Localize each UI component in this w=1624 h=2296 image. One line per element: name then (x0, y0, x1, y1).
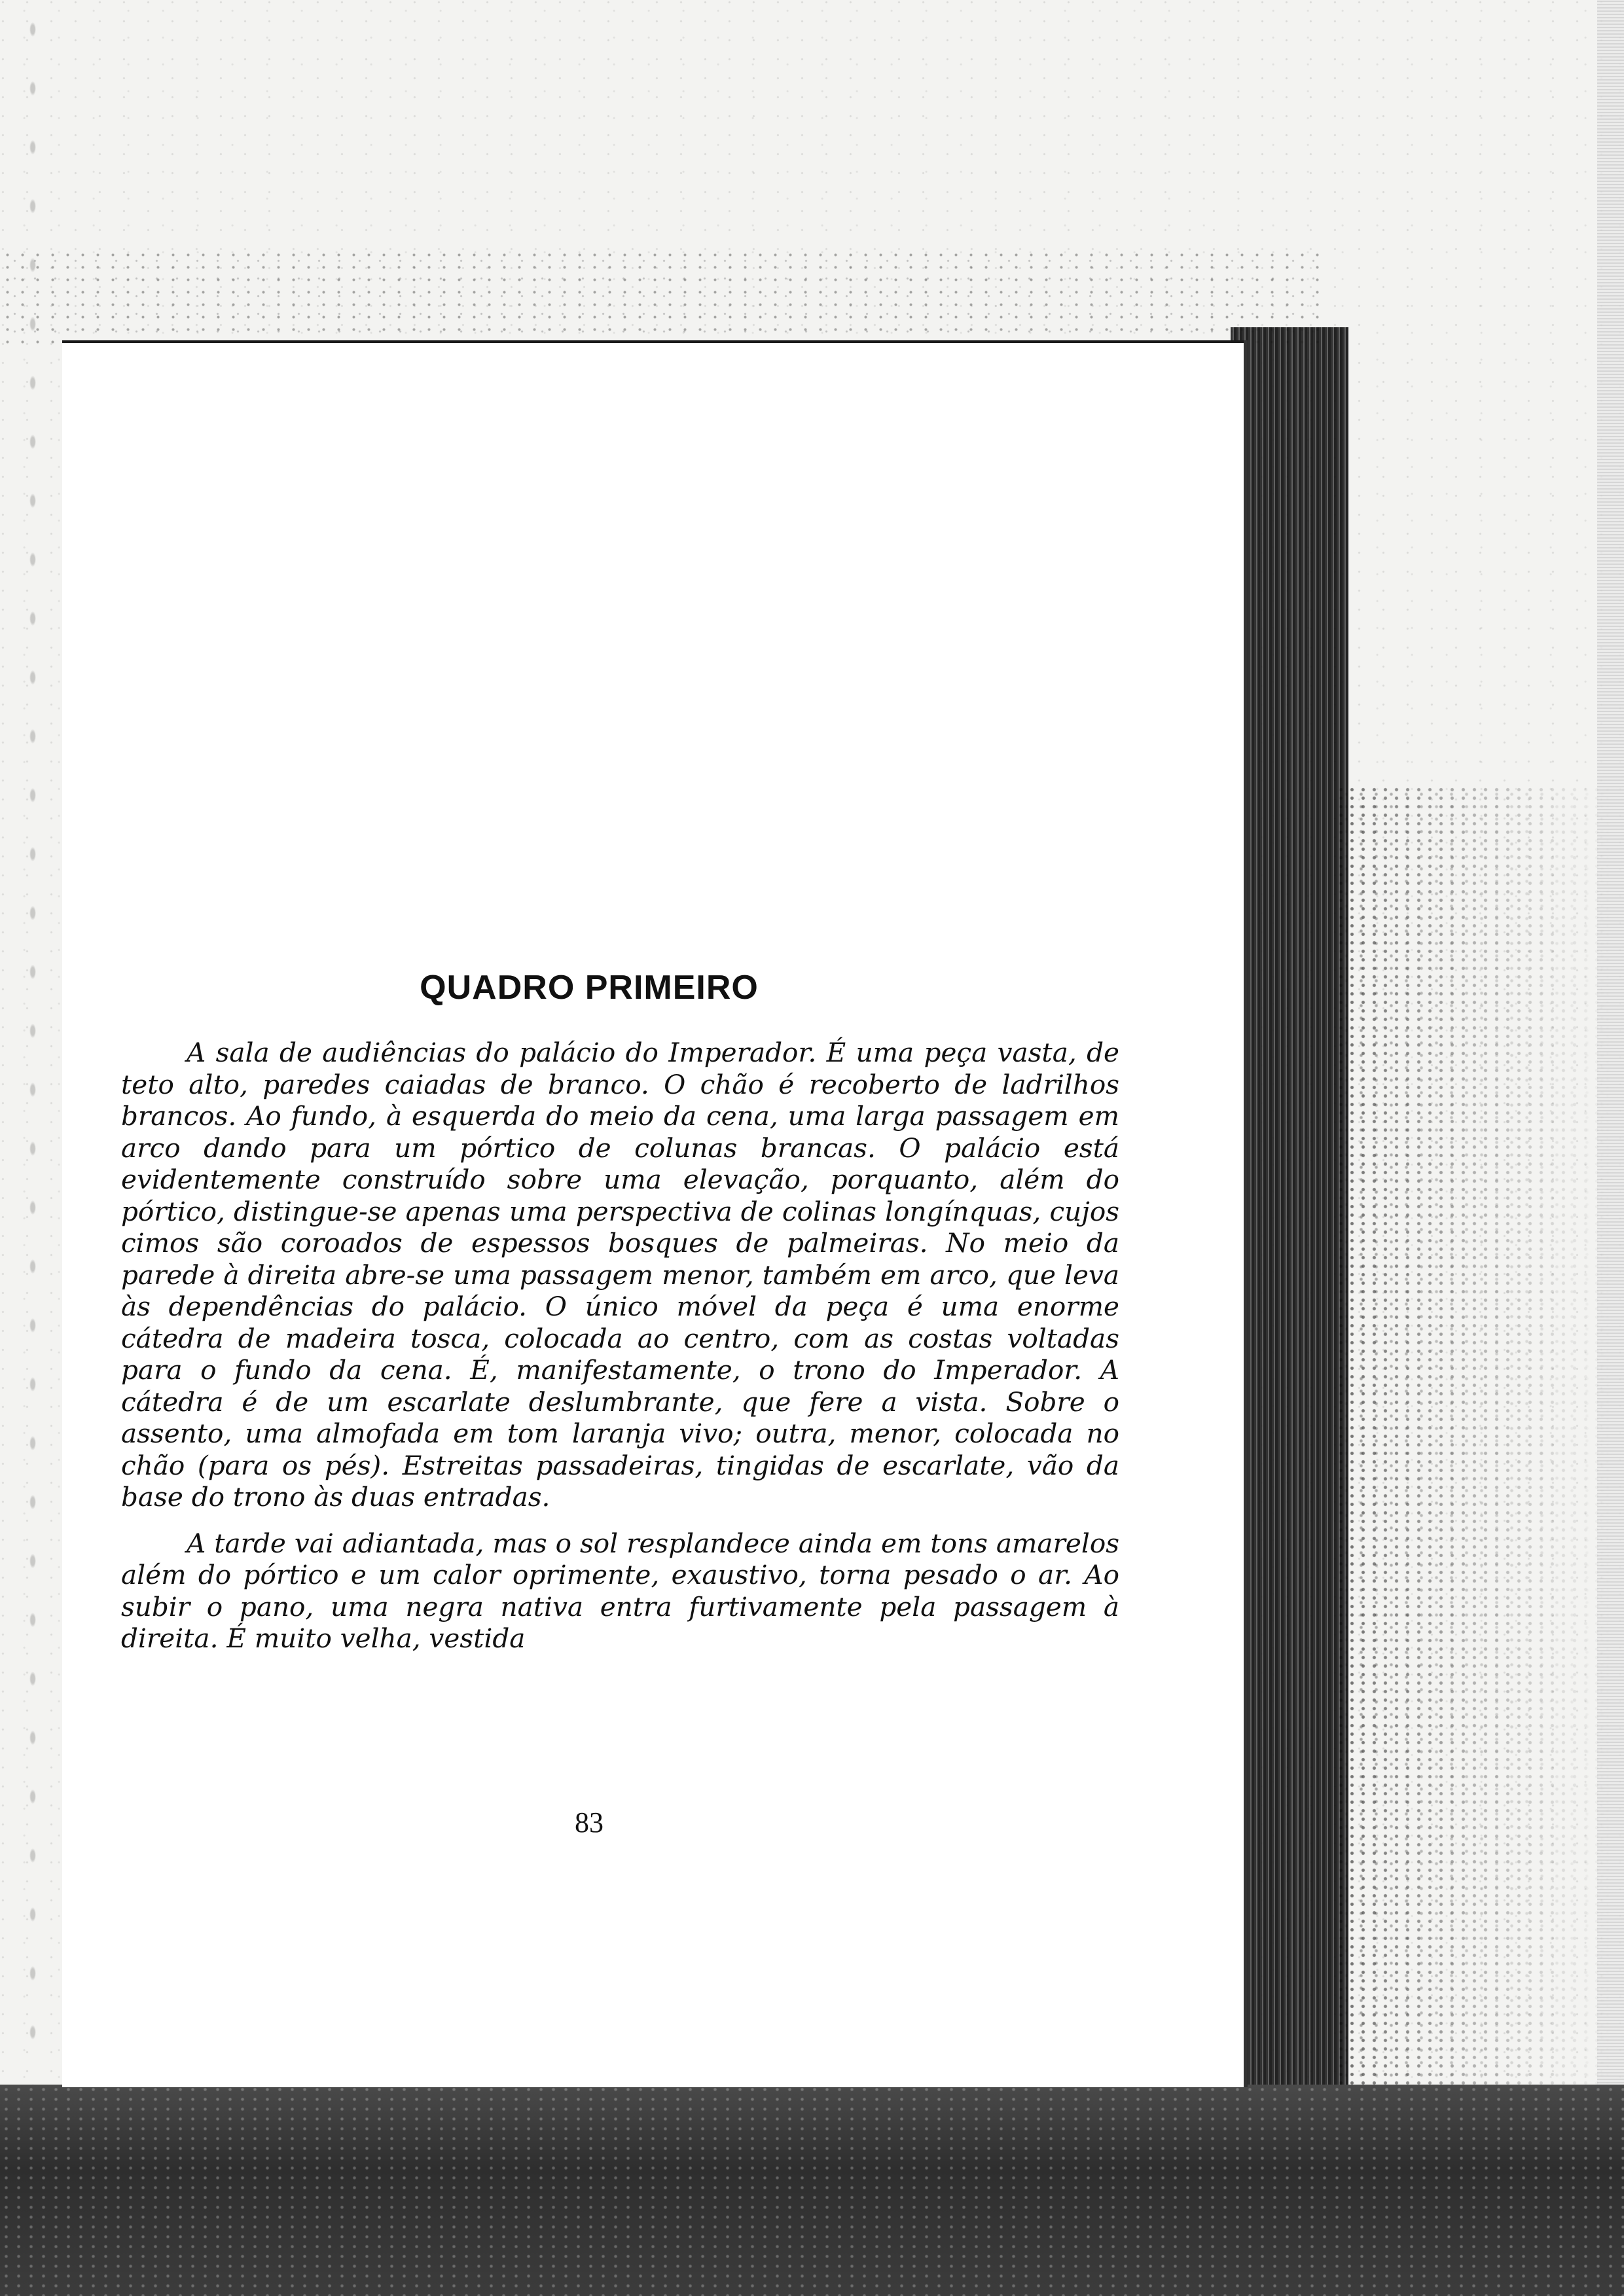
scan-left-edge-marks (20, 0, 46, 2296)
scan-bottom-band (0, 2085, 1624, 2296)
book-page (62, 340, 1244, 2087)
stage-directions (121, 1037, 1119, 1669)
book-edge-shadow (1335, 785, 1610, 2291)
paragraph-1: A sala de audiências do palácio do Imperador. É uma peça vasta, de teto alto, paredes caiadas de branco. O chão é recoberto de ladrilhos brancos. Ao fundo, à esquerda do meio da cena, uma larga passagem em arco dando para um pórtico de colunas brancas. O palácio está evidentemente construído sobre uma elevação, porquanto, além do pórtico, distingue-se apenas uma perspectiva de colinas longínquas, cujos cimos são coroados de espessos bosques de palmeiras. No meio da parede à direita abre-se uma passagem menor, também em arco, que leva às dependências do palácio. O único móvel da peça é uma enorme cátedra de madeira tosca, colocada ao centro, com as costas voltadas para o fundo da cena. É, manifestamente, o trono do Imperador. A cátedra é de um escarlate deslumbrante, que fere a vista. Sobre o assento, uma almofada em tom laranja vivo; outra, menor, colocada no chão (para os pés). Estreitas passadeiras, tingidas de escarlate, vão da base do trono às duas entradas. (121, 1037, 1119, 1513)
paragraph-2: A tarde vai adiantada, mas o sol resplandece ainda em tons amarelos além do pórtico e um calor oprimente, exaustivo, torna pesado o ar. Ao subir o pano, uma negra nativa entra furtivamente pela passagem à direita. É muito velha, vestida (121, 1527, 1119, 1654)
book-page-edges (1231, 327, 1348, 2296)
scene-title: QUADRO PRIMEIRO (420, 969, 759, 1007)
page-number: 83 (575, 1806, 604, 1839)
scan-speckle-top (0, 249, 1329, 347)
